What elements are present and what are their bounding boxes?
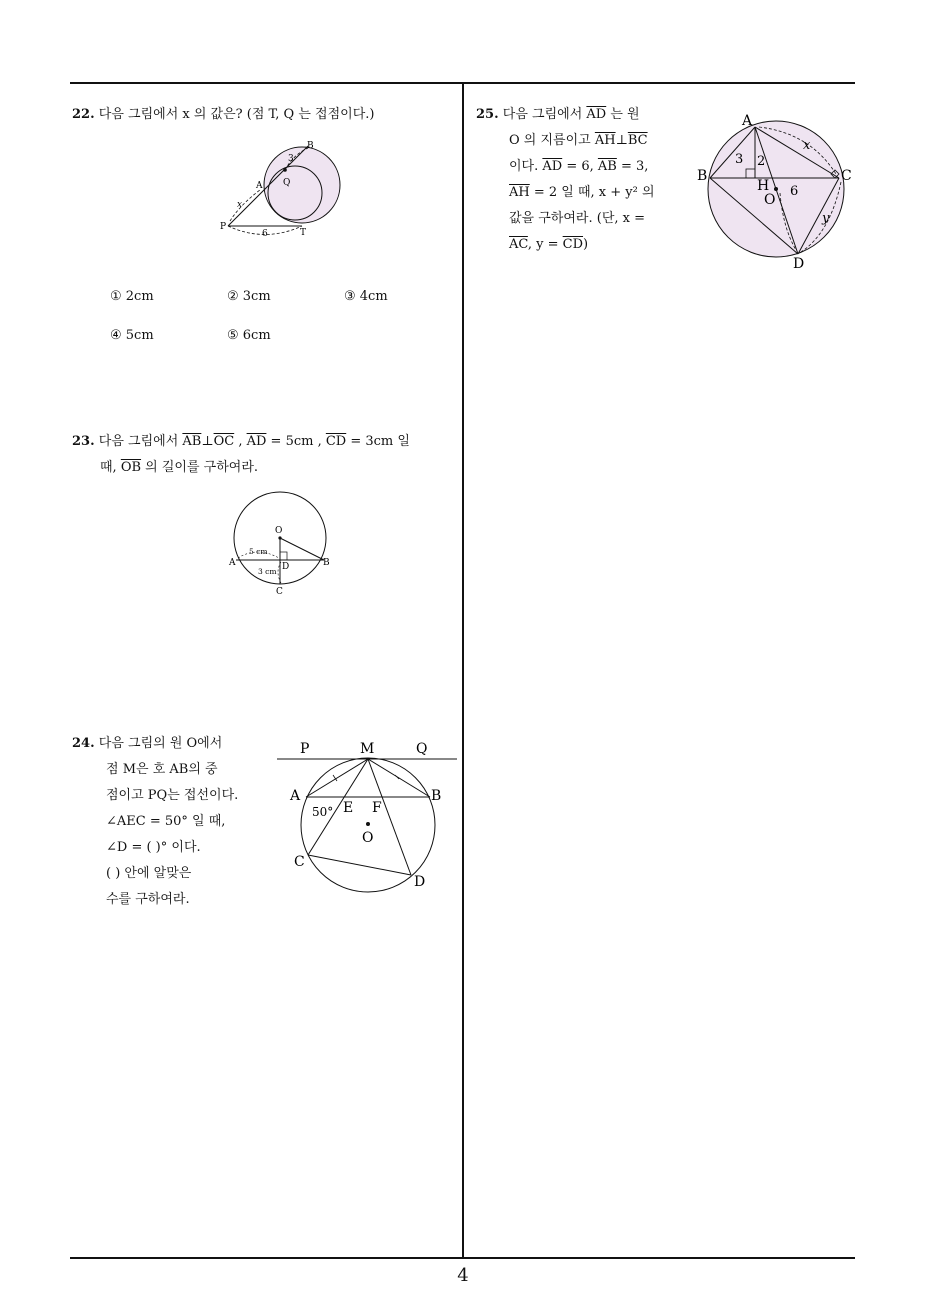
segment-bc: $\overline{BC}$ — [627, 133, 648, 148]
text: ) — [583, 237, 589, 252]
label-P: P — [300, 741, 310, 757]
text-line: ( ) 안에 알맞은 — [106, 866, 192, 881]
label-F: F — [372, 800, 382, 816]
question-22 — [72, 102, 457, 128]
text: = 3cm 일 — [346, 434, 410, 449]
text: 는 원 — [606, 107, 640, 122]
column-divider — [462, 82, 464, 1258]
label-B: B — [697, 168, 708, 184]
question-23 — [72, 429, 457, 481]
segment-ah: $\overline{AH}$ — [594, 133, 616, 148]
label-D: D — [793, 256, 805, 272]
text-line: ∠AEC = 50° 일 때, — [106, 814, 226, 829]
segment-ab: $\overline{AB}$ — [182, 434, 202, 449]
label-angle: 50° — [312, 805, 334, 819]
label-3: 3 — [735, 152, 744, 167]
text-line: 다음 그림의 원 O에서 — [98, 736, 223, 751]
text: O 의 지름이고 — [509, 133, 595, 148]
label-Q: Q — [416, 741, 428, 757]
text: , — [234, 434, 247, 449]
label-B: B — [431, 788, 442, 804]
text-line: 수를 구하여라. — [106, 892, 190, 907]
label-A: A — [742, 113, 753, 129]
question-number: 25. — [476, 107, 499, 122]
choice-5[interactable]: ⑤ 6cm — [227, 328, 271, 343]
label-O: O — [764, 192, 776, 208]
segment-oc: $\overline{OC}$ — [213, 434, 235, 449]
segment-ad: $\overline{AD}$ — [586, 107, 607, 122]
label-M: M — [360, 741, 375, 757]
label-O: O — [362, 830, 374, 846]
segment-ac: $\overline{AC}$ — [509, 237, 528, 252]
label-C: C — [294, 854, 305, 870]
text: 다음 그림에서 — [98, 434, 183, 449]
label-D: D — [414, 874, 426, 890]
text: = 3, — [616, 159, 649, 174]
label-C: C — [841, 168, 852, 184]
choice-3[interactable]: ③ 4cm — [344, 289, 388, 304]
q24-figure — [275, 735, 460, 900]
text-line: 값을 구하여라. (단, x = — [509, 211, 645, 226]
segment-cd: $\overline{CD}$ — [562, 237, 584, 252]
text: = 5cm , — [266, 434, 326, 449]
label-3: 3 — [288, 154, 294, 164]
q25-figure — [695, 108, 860, 273]
label-Q: Q — [283, 178, 291, 188]
perp-symbol: ⊥ — [615, 133, 628, 148]
q23-figure — [225, 490, 335, 600]
question-24 — [72, 731, 267, 913]
question-number: 22. — [72, 107, 95, 122]
q22-figure — [215, 135, 350, 240]
label-O: O — [275, 526, 283, 536]
text: 의 길이를 구하여라. — [141, 460, 259, 475]
label-5cm: 5 cm — [249, 547, 268, 556]
perp-symbol: ⊥ — [201, 434, 214, 449]
text-line: 점이고 PQ는 접선이다. — [106, 788, 239, 803]
label-A: A — [290, 788, 301, 804]
label-3cm: 3 cm — [258, 567, 277, 576]
label-6: 6 — [262, 229, 268, 239]
segment-ad: $\overline{AD}$ — [542, 159, 563, 174]
question-number: 24. — [72, 736, 95, 751]
choice-4[interactable]: ④ 5cm — [110, 328, 154, 343]
text-line: 점 M은 호 AB의 중 — [106, 762, 218, 777]
label-P: P — [220, 222, 227, 232]
label-T: T — [300, 228, 307, 238]
question-text: 다음 그림에서 x 의 값은? (점 T, Q 는 접점이다.) — [98, 107, 375, 122]
text: = 2 일 때, x + y² 의 — [529, 185, 655, 200]
question-25 — [476, 102, 681, 258]
label-y: y — [822, 211, 830, 226]
choice-1[interactable]: ① 2cm — [110, 289, 154, 304]
segment-ob: $\overline{OB}$ — [120, 460, 142, 475]
text: = 6, — [562, 159, 598, 174]
label-B: B — [307, 141, 314, 151]
page-number: 4 — [457, 1265, 469, 1286]
label-6: 6 — [790, 184, 799, 199]
label-2: 2 — [757, 154, 766, 169]
text-line: ∠D = ( )° 이다. — [106, 840, 201, 855]
text: 다음 그림에서 — [502, 107, 587, 122]
text: , y = — [527, 237, 563, 252]
label-x: x — [803, 138, 811, 153]
label-H: H — [757, 178, 770, 194]
segment-ah: $\overline{AH}$ — [509, 185, 530, 200]
label-A: A — [229, 558, 236, 568]
choice-2[interactable]: ② 3cm — [227, 289, 271, 304]
label-x: x — [237, 200, 243, 210]
label-A: A — [256, 181, 263, 191]
label-E: E — [343, 800, 354, 816]
label-D: D — [282, 562, 290, 572]
question-number: 23. — [72, 434, 95, 449]
segment-ad: $\overline{AD}$ — [246, 434, 267, 449]
segment-ab: $\overline{AB}$ — [597, 159, 617, 174]
label-C: C — [276, 587, 283, 597]
text: 이다. — [509, 159, 543, 174]
label-B: B — [323, 558, 330, 568]
segment-cd: $\overline{CD}$ — [325, 434, 347, 449]
text: 때, — [100, 460, 121, 475]
